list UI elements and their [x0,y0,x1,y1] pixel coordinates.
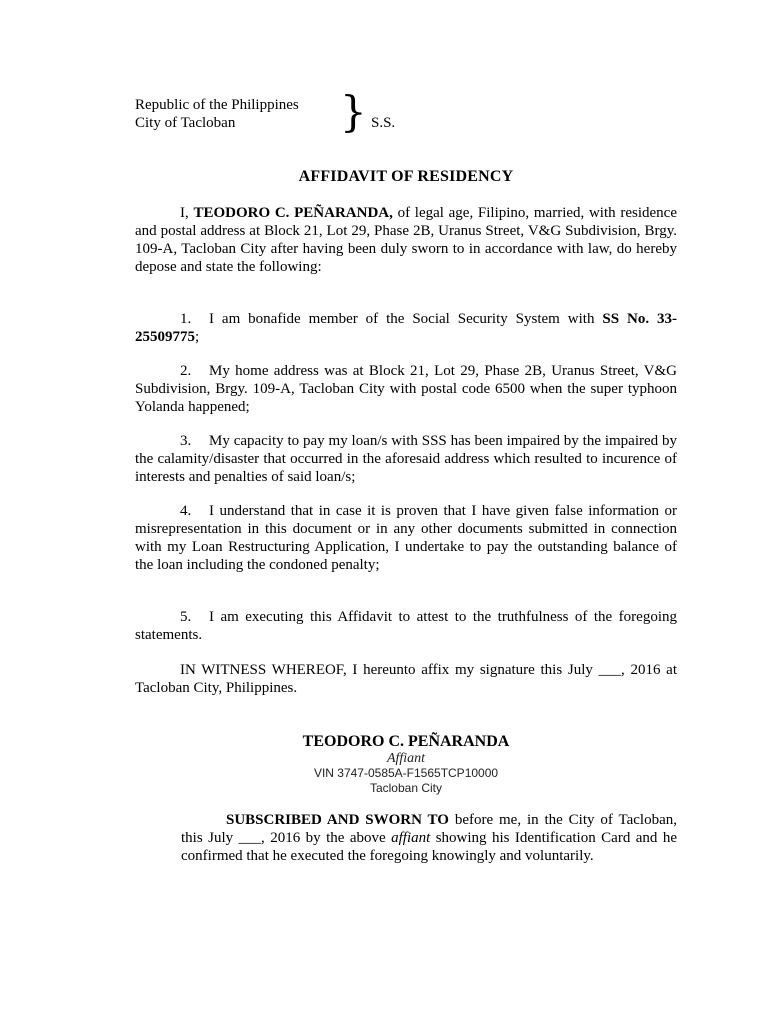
venue-brace: } [340,87,367,136]
jurat-heading: SUBSCRIBED AND SWORN TO [226,812,449,828]
intro-prefix: I, [180,205,194,221]
venue-ss: S.S. [371,115,396,131]
signature-city: Tacloban City [369,781,443,795]
list-item [135,608,677,644]
list-item [135,432,677,486]
jurat-affiant: affiant [391,830,431,846]
jurat-text-1: before me, in the City of Tacloban, this July ___, 2016 by the above [181,812,677,846]
affiant-name-inline: TEODORO C. PEÑARANDA, [193,205,393,221]
venue-country: Republic of the Philippines [135,97,299,113]
list-item-number: 1. [180,311,192,327]
signature-vin: VIN 3747-0585A-F1565TCP10000 [313,766,499,780]
witness-paragraph [135,661,677,697]
venue-block [135,96,299,132]
jurat-text-2: showing his Identification Card and he confirmed that he executed the foregoing knowingly and voluntarily. [181,830,677,864]
list-item-text: I understand that in case it is proven that I have given false information or misrepresentation in this document or in any other documents submitted in connection with my Loan Restructuring Application, I undertake to pay the outstanding balance of the loan including the condoned penalty; [135,503,677,573]
list-item [135,502,677,574]
list-item-text: I am executing this Affidavit to attest to the truthfulness of the foregoing statements. [135,609,677,643]
venue-city: City of Tacloban [135,115,236,131]
jurat-paragraph [181,811,677,865]
document-title: AFFIDAVIT OF RESIDENCY [298,168,514,185]
list-item-text: My home address was at Block 21, Lot 29, Phase 2B, Uranus Street, V&G Subdivision, Brgy. 109-A, Tacloban City with postal code 6500 when the super typhoon Yolanda happened; [135,363,677,415]
list-item [135,310,677,346]
list-item-number: 4. [180,503,192,519]
list-item-number: 3. [180,433,192,449]
list-item-number: 5. [180,609,192,625]
signature-title: Affiant [386,751,426,766]
ss-number: SS No. 33-25509775 [135,311,677,345]
list-item [135,362,677,416]
intro-paragraph [135,204,677,276]
list-item-number: 2. [180,363,192,379]
list-item-suffix: ; [195,329,200,345]
list-item-text: I am bonafide member of the Social Security System with [209,311,603,327]
intro-text: of legal age, Filipino, married, with residence and postal address at Block 21, Lot 29, Phase 2B, Uranus Street, V&G Subdivision, Brgy. 109-A, Tacloban City after having been duly sworn to in accordance with law, do hereby depose and state the following: [135,205,677,275]
witness-text: IN WITNESS WHEREOF, I hereunto affix my signature this July ___, 2016 at Tacloban City, Philippines. [135,662,677,696]
list-item-text: My capacity to pay my loan/s with SSS has been impaired by the impaired by the calamity/disaster that occurred in the aforesaid address which resulted to incurence of interests and penalties of said loan/s; [135,433,677,485]
signature-name: TEODORO C. PEÑARANDA [302,733,510,750]
